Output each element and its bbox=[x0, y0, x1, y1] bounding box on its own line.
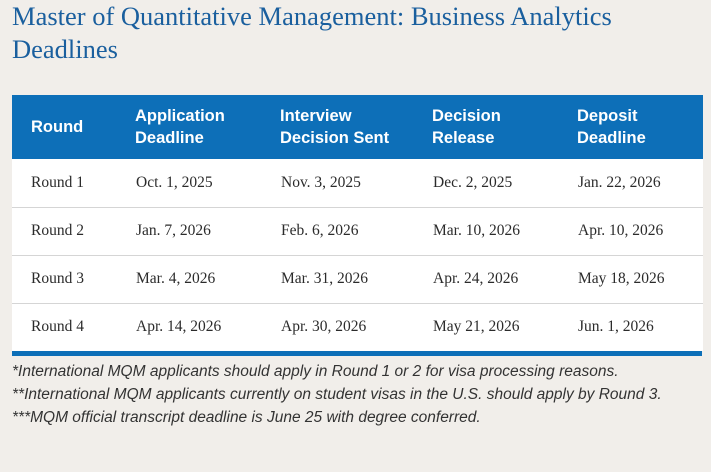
cell-deposit-deadline: Apr. 10, 2026 bbox=[577, 207, 703, 255]
header-deposit-deadline: Deposit Deadline bbox=[577, 107, 646, 147]
deadlines-table bbox=[12, 95, 703, 351]
cell-deposit-deadline: Jan. 22, 2026 bbox=[578, 173, 661, 191]
cell-application-deadline: Apr. 14, 2026 bbox=[135, 303, 280, 351]
header-application-deadline: Application Deadline bbox=[135, 107, 225, 147]
table-row bbox=[12, 159, 703, 207]
cell-deposit-deadline: Jun. 1, 2026 bbox=[577, 303, 703, 351]
cell-decision-release: Mar. 10, 2026 bbox=[432, 207, 577, 255]
cell-application-deadline: Mar. 4, 2026 bbox=[135, 255, 280, 303]
cell-application-deadline: Oct. 1, 2025 bbox=[136, 173, 213, 191]
header-round: Round bbox=[31, 118, 84, 136]
cell-interview-decision-sent: Nov. 3, 2025 bbox=[281, 173, 361, 191]
page-title: Master of Quantitative Management: Business Analytics Deadlines bbox=[12, 1, 612, 64]
deadlines-table-container bbox=[12, 95, 702, 356]
cell-interview-decision-sent: Apr. 30, 2026 bbox=[280, 303, 432, 351]
cell-round: Round 1 bbox=[31, 173, 84, 191]
footnote-1: *International MQM applicants should apply in Round 1 or 2 for visa processing reasons. bbox=[12, 363, 619, 380]
table-row bbox=[12, 255, 703, 303]
cell-interview-decision-sent: Feb. 6, 2026 bbox=[280, 207, 432, 255]
table-header-row bbox=[12, 95, 703, 159]
cell-decision-release: May 21, 2026 bbox=[432, 303, 577, 351]
cell-decision-release: Apr. 24, 2026 bbox=[432, 255, 577, 303]
cell-interview-decision-sent: Mar. 31, 2026 bbox=[280, 255, 432, 303]
header-interview-decision-sent: Interview Decision Sent bbox=[280, 107, 390, 147]
cell-deposit-deadline: May 18, 2026 bbox=[577, 255, 703, 303]
header-decision-release: Decision Release bbox=[432, 107, 501, 147]
cell-round: Round 4 bbox=[12, 303, 135, 351]
footnote-3: ***MQM official transcript deadline is June 25 with degree conferred. bbox=[12, 409, 481, 426]
cell-application-deadline: Jan. 7, 2026 bbox=[135, 207, 280, 255]
table-row bbox=[12, 303, 703, 351]
cell-decision-release: Dec. 2, 2025 bbox=[433, 173, 513, 191]
footnote-2: **International MQM applicants currently on student visas in the U.S. should apply by Round 3. bbox=[12, 386, 662, 403]
cell-round: Round 2 bbox=[12, 207, 135, 255]
cell-round: Round 3 bbox=[12, 255, 135, 303]
table-bottom-border bbox=[12, 351, 702, 356]
footnotes bbox=[12, 360, 702, 429]
table-row bbox=[12, 207, 703, 255]
